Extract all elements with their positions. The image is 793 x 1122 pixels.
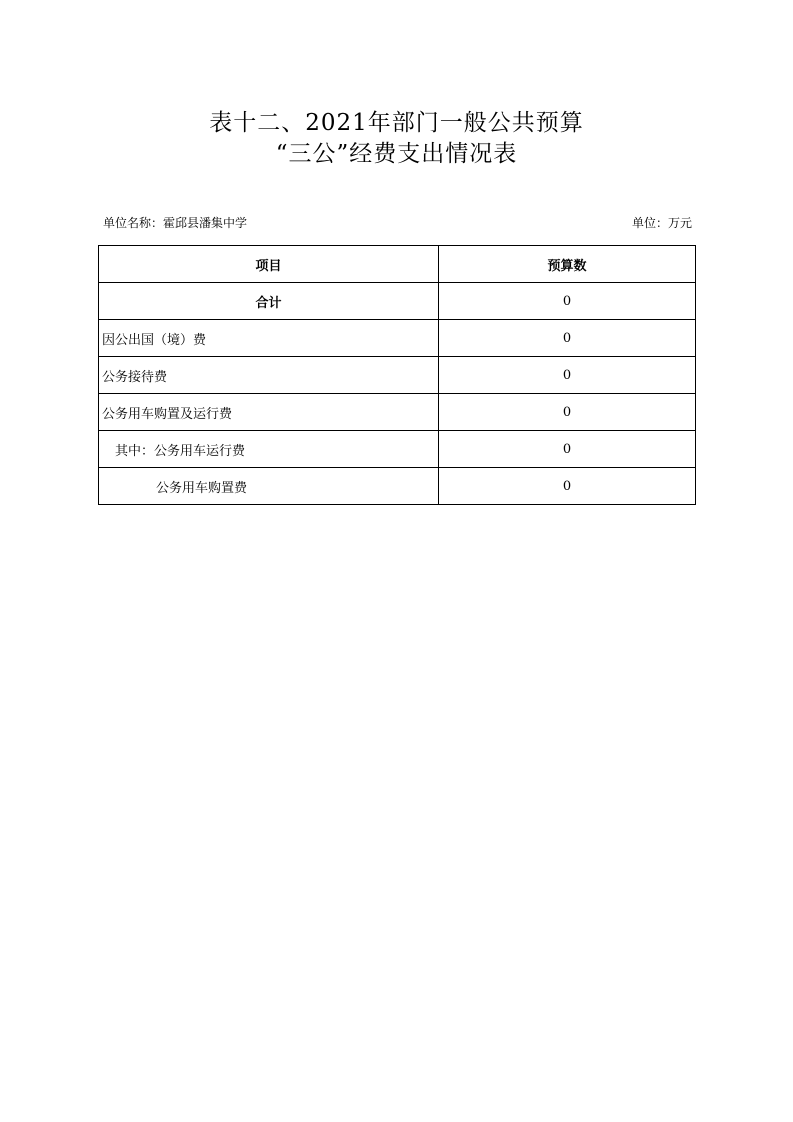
row-label-total: 合计 (99, 283, 439, 320)
row-value-vehicle-operation: 0 (439, 431, 696, 468)
row-value-overseas: 0 (439, 320, 696, 357)
table-row (99, 468, 696, 505)
currency-unit: 单位：万元 (631, 216, 692, 230)
page-title: 表十二、2021年部门一般公共预算 (209, 110, 584, 136)
table-row (99, 357, 696, 394)
row-value-reception: 0 (439, 357, 696, 394)
row-value-total: 0 (439, 283, 696, 320)
table-header-row (99, 246, 696, 283)
row-label-vehicle-operation: 其中：公务用车运行费 (99, 431, 439, 468)
row-value-vehicle-purchase: 0 (439, 468, 696, 505)
table-row (99, 320, 696, 357)
row-label-vehicle: 公务用车购置及运行费 (99, 394, 439, 431)
row-label-vehicle-purchase: 公务用车购置费 (99, 468, 439, 505)
unit-name: 单位名称：霍邱县潘集中学 (103, 216, 248, 230)
row-value-vehicle: 0 (439, 394, 696, 431)
table-row (99, 394, 696, 431)
table-row (99, 283, 696, 320)
column-header-item: 项目 (99, 246, 439, 283)
row-label-overseas: 因公出国（境）费 (99, 320, 439, 357)
column-header-budget: 预算数 (439, 246, 696, 283)
page-subtitle: “三公”经费支出情况表 (275, 141, 518, 167)
row-label-reception: 公务接待费 (99, 357, 439, 394)
table-row (99, 431, 696, 468)
budget-table (98, 245, 696, 505)
